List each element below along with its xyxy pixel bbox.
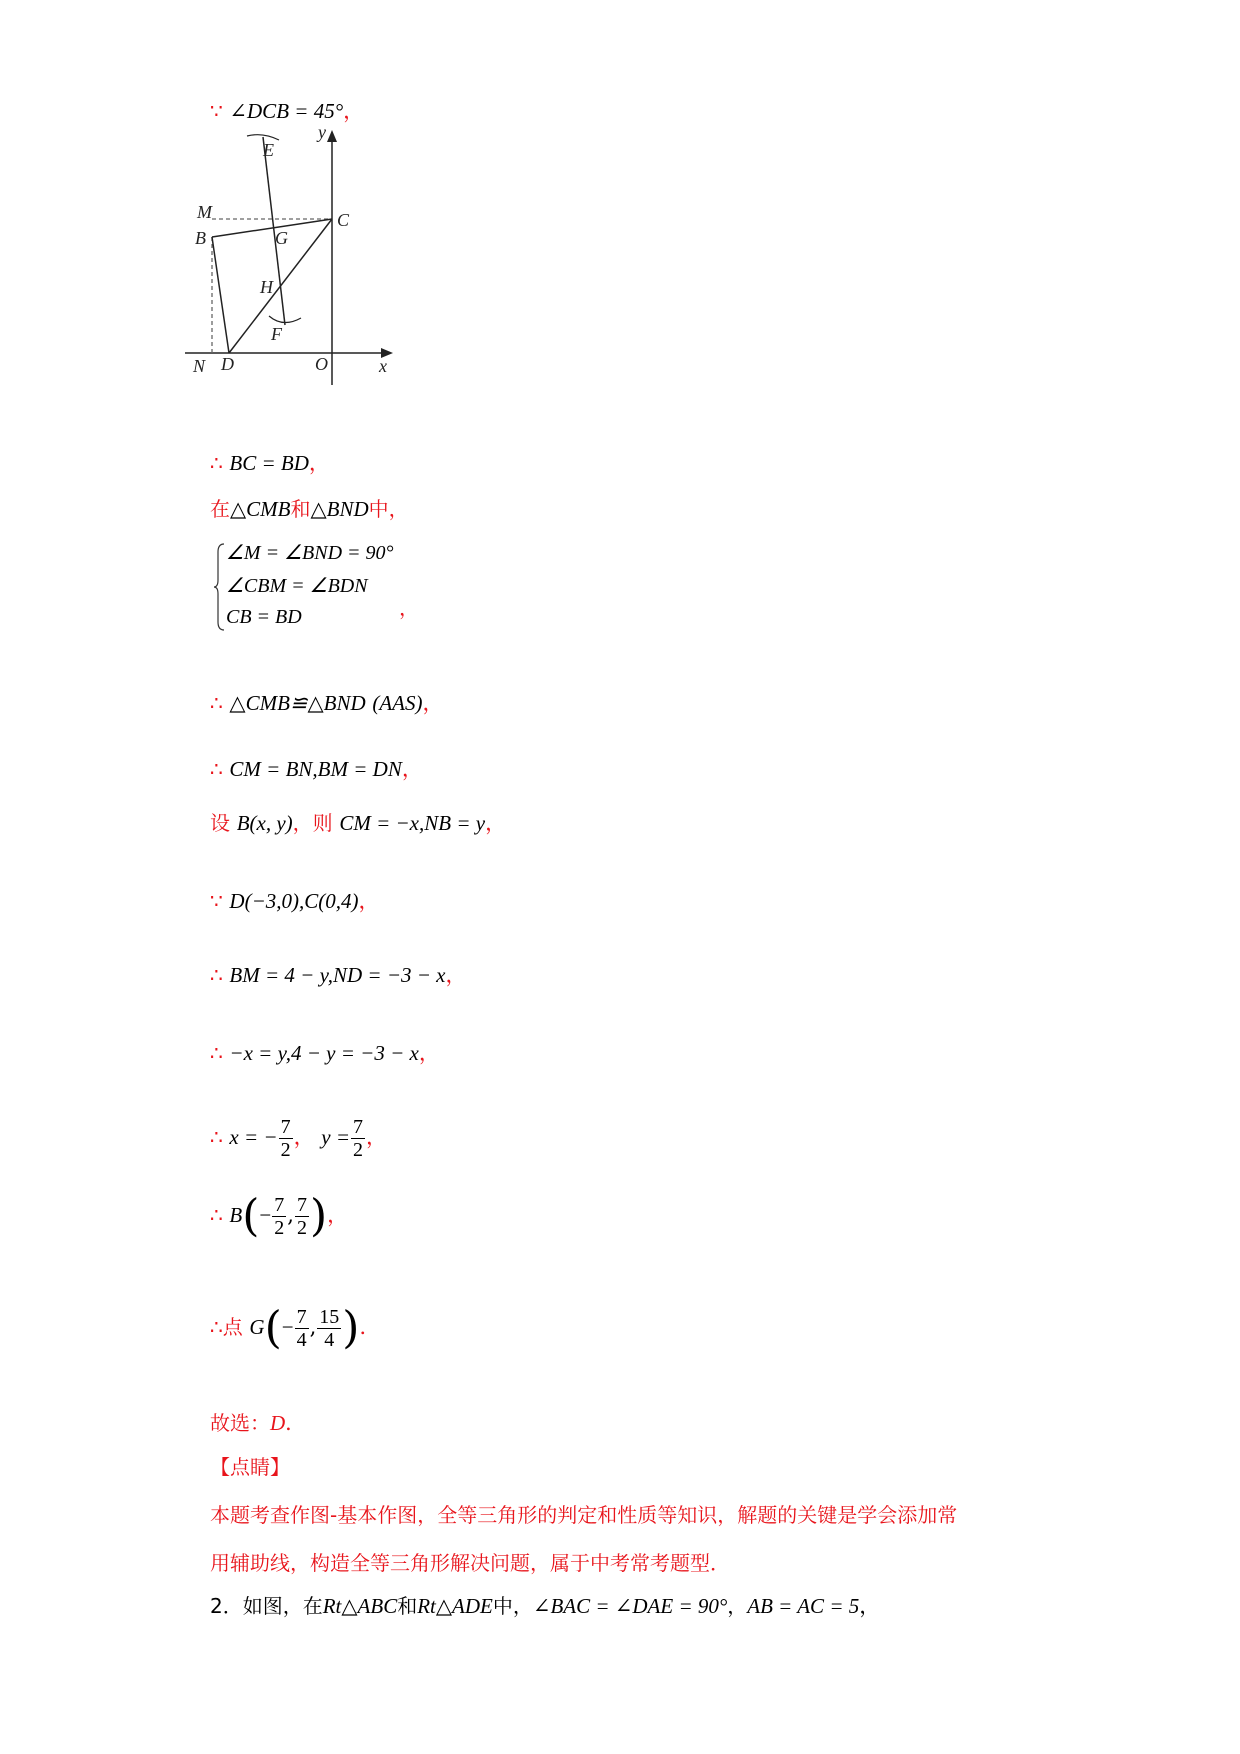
answer-value: D <box>270 1411 286 1435</box>
label-m: M <box>197 202 212 222</box>
sign: − <box>259 1203 272 1227</box>
triangle-ade: Rt△ADE <box>417 1594 493 1618</box>
step-bc-bd <box>210 450 330 476</box>
comment-line-2: 用辅助线，构造全等三角形解决问题，属于中考常考题型． <box>210 1551 730 1575</box>
punctuation: ， <box>727 1594 748 1618</box>
sign: − <box>281 1315 294 1339</box>
label-y: y <box>318 122 326 142</box>
label-d: D <box>221 354 234 374</box>
label-n: N <box>193 356 206 376</box>
therefore-symbol: ∴ <box>210 1203 223 1227</box>
step-solve-xy <box>210 1112 387 1162</box>
triangle-cmb: △CMB <box>230 497 291 521</box>
denominator: 4 <box>296 1329 307 1351</box>
point-name: G <box>249 1315 265 1339</box>
therefore-symbol: ∴ <box>210 757 223 781</box>
punctuation: ， <box>401 757 423 781</box>
expression: BM = 4 − y,ND = −3 − x <box>229 963 446 987</box>
therefore-symbol: ∴ <box>210 963 223 987</box>
step-let-b <box>210 810 506 836</box>
label-e: E <box>263 140 274 160</box>
answer-label: 故选： <box>210 1411 270 1435</box>
punctuation: ， <box>308 451 330 475</box>
punctuation: ， <box>293 1125 315 1149</box>
step-lengths <box>210 962 467 988</box>
geometry-figure <box>193 122 445 430</box>
step-point-b: ∴ B(− $\frac{7}{2}$ , $\frac{7}{2}$ )， <box>210 1190 349 1242</box>
label-h: H <box>260 277 273 297</box>
denominator: 2 <box>274 1217 285 1239</box>
segment-bc <box>212 219 332 237</box>
triangle-bnd: △BND <box>310 497 369 521</box>
condition-right-angles: ∠M = ∠BND = 90° <box>226 542 394 564</box>
denominator: 4 <box>324 1329 335 1351</box>
punctuation: ， <box>418 1041 440 1065</box>
punctuation: ， <box>422 691 444 715</box>
fraction-a <box>272 1194 286 1239</box>
step-equations <box>210 1040 440 1066</box>
aas-reason: (AAS) <box>372 691 423 715</box>
expression: BC = BD <box>229 451 309 475</box>
numerator: 7 <box>296 1306 307 1328</box>
expression: CM = BN,BM = DN <box>229 757 402 781</box>
condition-equal-sides: CB = BD <box>226 606 302 628</box>
step-in-triangles <box>210 496 409 522</box>
therefore-symbol: ∴ <box>210 1041 223 1065</box>
comment-heading: 【点睛】 <box>210 1455 290 1479</box>
fraction-b <box>317 1306 341 1351</box>
text: 在 <box>210 497 230 521</box>
label-c: C <box>337 210 350 230</box>
question-2 <box>210 1593 880 1619</box>
text: ，则 <box>292 811 333 835</box>
label-g: G <box>275 228 288 248</box>
left-brace-icon <box>214 542 226 632</box>
text: 中， <box>492 1594 533 1618</box>
numerator: 7 <box>353 1116 364 1138</box>
expression: −x = y,4 − y = −3 − x <box>229 1041 419 1065</box>
denominator: 2 <box>280 1139 291 1161</box>
therefore-point-text: ∴点 <box>210 1315 243 1339</box>
therefore-symbol: ∴ <box>210 691 223 715</box>
punctuation: ， <box>859 1594 881 1618</box>
because-symbol: ∵ <box>210 889 223 913</box>
therefore-symbol: ∴ <box>210 1125 223 1149</box>
answer-line <box>210 1410 306 1436</box>
x-expression: x = − <box>229 1125 278 1149</box>
y-axis-arrow <box>327 130 337 142</box>
denominator: 2 <box>296 1217 307 1239</box>
fraction-a <box>295 1306 309 1351</box>
condition-equal-angles: ∠CBM = ∠BDN <box>226 575 368 597</box>
label-o: O <box>315 354 328 374</box>
condition-sides: AB = AC = 5 <box>747 1594 860 1618</box>
step-congruence <box>210 690 444 716</box>
label-f: F <box>271 324 282 344</box>
numerator: 7 <box>280 1116 291 1138</box>
expression: CM = −x,NB = y <box>339 811 486 835</box>
punctuation: ， <box>485 811 507 835</box>
text: 和 <box>290 497 311 521</box>
text: 中， <box>368 497 409 521</box>
text: 和 <box>397 1594 418 1618</box>
fraction-b <box>295 1194 309 1239</box>
fraction-x <box>279 1116 293 1161</box>
step-corresponding-sides <box>210 756 423 782</box>
punctuation: ， <box>343 99 365 123</box>
point-b: B(x, y) <box>236 811 293 835</box>
step-given-points <box>210 888 380 914</box>
segment-bd <box>212 237 229 353</box>
text: 设 <box>210 811 230 835</box>
expression: △CMB≌△BND <box>229 691 366 715</box>
punctuation: ， <box>327 1203 349 1227</box>
step-point-g: ∴点 G(− $\frac{7}{4}$ , $\frac{15}{4}$ )． <box>210 1302 381 1354</box>
punctuation: ． <box>285 1411 307 1435</box>
numerator: 15 <box>319 1306 340 1328</box>
y-expression: y = <box>321 1125 351 1149</box>
fraction-y <box>351 1116 365 1161</box>
question-number: 2．如图，在 <box>210 1594 323 1618</box>
expression: D(−3,0),C(0,4) <box>229 889 359 913</box>
punctuation: ， <box>445 963 467 987</box>
step-given-angle <box>210 98 364 124</box>
expression: ∠DCB = 45° <box>229 99 344 123</box>
triangle-abc: Rt△ABC <box>322 1594 398 1618</box>
therefore-symbol: ∴ <box>210 451 223 475</box>
punctuation: ， <box>366 1125 388 1149</box>
punctuation: ， <box>358 889 380 913</box>
comment-line-1: 本题考查作图-基本作图，全等三角形的判定和性质等知识，解题的关键是学会添加常 <box>210 1503 958 1527</box>
condition-angles: ∠BAC = ∠DAE = 90° <box>532 1594 728 1618</box>
punctuation: ． <box>359 1315 381 1339</box>
point-name: B <box>229 1203 243 1227</box>
numerator: 7 <box>296 1194 307 1216</box>
denominator: 2 <box>353 1139 364 1161</box>
punctuation: ， <box>399 598 419 620</box>
equation-system <box>214 540 434 640</box>
label-b: B <box>195 228 206 248</box>
label-x: x <box>379 356 387 376</box>
numerator: 7 <box>274 1194 285 1216</box>
because-symbol: ∵ <box>210 99 223 123</box>
